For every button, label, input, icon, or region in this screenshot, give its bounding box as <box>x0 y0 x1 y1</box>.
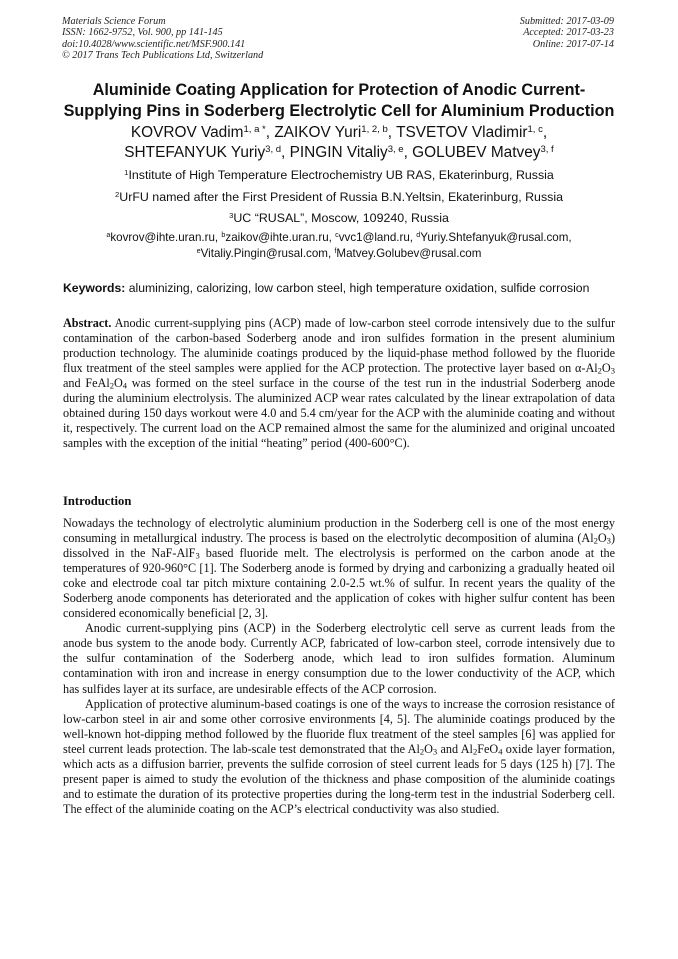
header-publication-info <box>62 16 263 62</box>
email-list <box>30 230 648 262</box>
accepted-date: Accepted: 2017-03-23 <box>523 27 614 39</box>
paragraph: Application of protective aluminum-based coatings is one of the ways to increase the corrosion resistance of low-carbon steel in air and some other corrosive environments [4, 5]. The aluminide coatings produced by the well-known hot-dipping method followed by the fluoride flux treatment of the steel samples [6] was applied for steel current leads protection. The lab-scale test demonstrated that the $Al_2O_3$ and $Al_2FeO_4$ oxide layer formation, which acts as a diffusion barrier, prevents the sulfide corrosion of steel current leads for 5 days (125 h) [7]. The present paper is aimed to study the evolution of the thickness and phase composition of the aluminide coatings and to estimate the duration of its protective properties during the long-term test in the industrial Soderberg cell. The effect of the aluminide coating on the ACP’s electrical conductivity was also studied. <box>63 696 615 816</box>
author: KOVROV Vadim$^{1, a *}$, <box>130 123 275 141</box>
keywords <box>63 281 623 295</box>
keywords-label: Keywords: <box>63 281 126 295</box>
author: PINGIN Vitaliy$^{3, e}$, <box>289 143 413 161</box>
affiliation: $^3$UC “RUSAL”, Moscow, 109240, Russia <box>229 210 449 225</box>
affiliation: $^1$Institute of High Temperature Electrochemistry UB RAS, Ekaterinburg, Russia <box>124 167 554 182</box>
email[interactable]: $^c$vvc1@land.ru, <box>335 230 414 244</box>
email[interactable]: $^f$Matvey.Golubev@rusal.com <box>334 246 482 260</box>
issn-line: ISSN: 1662-9752, Vol. 900, pp 141-145 <box>62 27 223 39</box>
email[interactable]: $^e$Vitaliy.Pingin@rusal.com, <box>196 246 332 260</box>
author: TSVETOV Vladimir$^{1, c}$, <box>396 123 548 141</box>
author: SHTEFANYUK Yuriy$^{3, d}$, <box>124 143 290 161</box>
introduction-heading: Introduction <box>63 494 132 508</box>
email[interactable]: $^a$kovrov@ihte.uran.ru, <box>106 230 219 244</box>
paper-title <box>40 80 638 122</box>
copyright-line: © 2017 Trans Tech Publications Ltd, Switzerland <box>62 50 264 62</box>
paragraph: Nowadays the technology of electrolytic aluminium production in the Soderberg cell is one of the most energy consuming in metallurgical industry. The process is based on the electrolytic decomposition of alumina $(Al_2O_3)$ dissolved in the NaF-AlF$_3$ based fluoride melt. The electrolysis is performed on the carbon anode at the temperatures of 920-960°C [1]. The Soderberg anode is formed by drying and carbonizing a gradually heated oil coke and electrode coal tar pitch mixture containing 2.0-2.5 wt.% of sulfur. In recent years the quality of the Soderberg anode components has deteriorated and the application of cokes with higher sulfur content has been considered economically beneficial [2, 3]. <box>63 516 615 621</box>
email[interactable]: $^d$Yuriy.Shtefanyuk@rusal.com, <box>416 230 572 244</box>
abstract: Abstract. Anodic current-supplying pins (ACP) made of low-carbon steel corrode intensively due to the sulfur contamination of the carbon-based Soderberg anode and iron sulfides formation in the present aluminium production technology. The aluminide coatings produced by the liquid-phase method followed by the fluoride flux treatment of the steel samples were applied for the ACP protection. The protective layer based on $\alpha-Al_2O_3$ and $FeAl_2O_4$ was formed on the steel surface in the course of the test run in the industrial Soderberg anode during the aluminium electrolysis. The aluminized ACP wear rates calculated by the linear extrapolation of data obtained during 150 days workout were 4.0 and 5.4 cm/year for the ACP with the aluminide coating and without it, respectively. The current load on the ACP remained almost the same for the aluminized and original uncoated samples with the exception of the initial “heating” period (400-600°C). <box>63 316 616 451</box>
author: ZAIKOV Yuri$^{1, 2, b}$, <box>274 123 397 141</box>
author-list <box>30 123 648 162</box>
paragraph: Anodic current-supplying pins (ACP) in the Soderberg electrolytic cell serve as current leads from the anode bus system to the anode body. Currently ACP, fabricated of low-carbon steel, corrode intensively due to the sulfur contamination of the Soderberg anode, which lead to iron sulfides formation. Aluminum contamination with iron and increase in energy consumption due to the lower conductivity of the ACP, which has sulfides layer at its surface, are undesirable effects of the ACP corrosion. <box>63 621 615 696</box>
abstract-label: Abstract. <box>63 316 112 330</box>
header-dates <box>520 16 614 50</box>
journal-name: Materials Science Forum <box>62 16 166 27</box>
email[interactable]: $^b$zaikov@ihte.uran.ru, <box>221 230 332 244</box>
online-date: Online: 2017-07-14 <box>532 38 614 50</box>
affiliation: $^2$UrFU named after the First President of Russia B.N.Yeltsin, Ekaterinburg, Russia <box>114 189 563 204</box>
title-line: Aluminide Coating Application for Protection of Anodic Current- <box>92 81 586 99</box>
title-line: Supplying Pins in Soderberg Electrolytic Cell for Aluminium Production <box>63 102 615 120</box>
author: GOLUBEV Matvey$^{3, f}$ <box>412 143 554 161</box>
submitted-date: Submitted: 2017-03-09 <box>519 16 614 27</box>
introduction-body <box>63 516 615 817</box>
keywords-text: aluminizing, calorizing, low carbon steel, high temperature oxidation, sulfide corrosion <box>128 281 590 295</box>
doi-line: doi:10.4028/www.scientific.net/MSF.900.141 <box>62 38 246 50</box>
